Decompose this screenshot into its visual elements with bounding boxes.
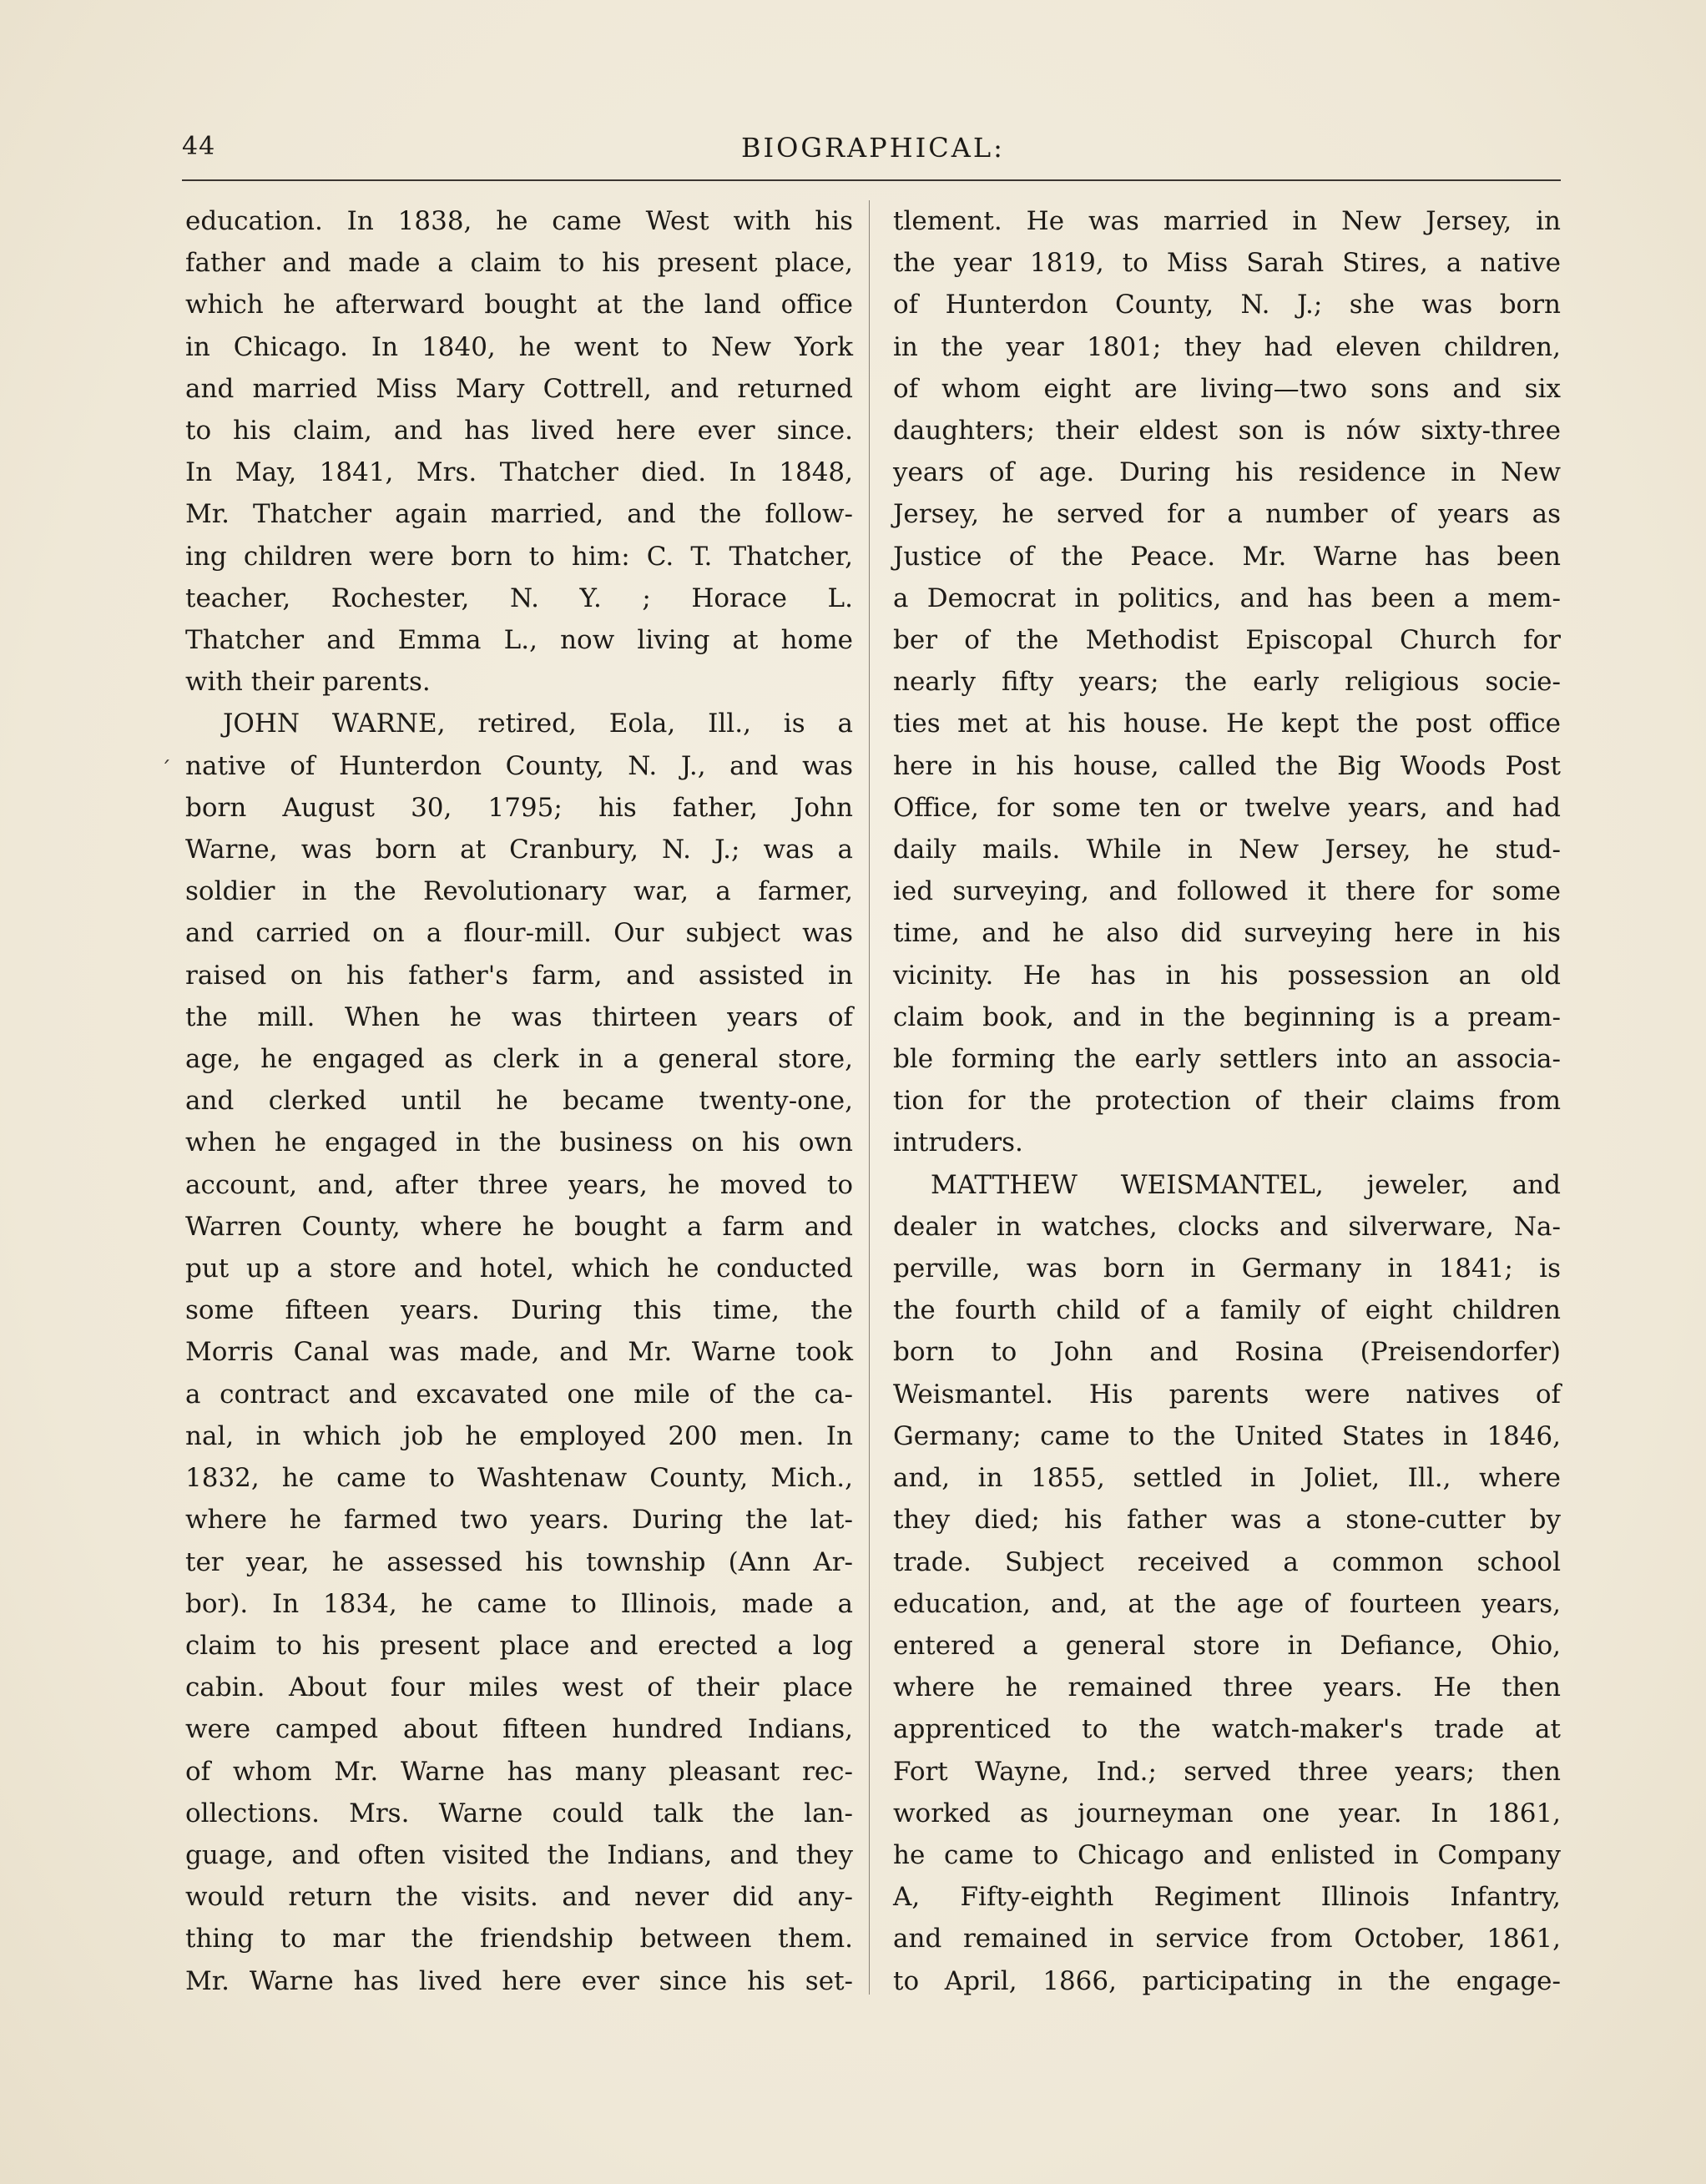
text-line: a Democrat in politics, and has been a mem-: [893, 583, 1561, 613]
text-line: the mill. When he was thirteen years of: [185, 1001, 853, 1032]
text-line: ties met at his house. He kept the post office: [893, 709, 1561, 739]
text-line: of whom eight are living—two sons and six: [893, 373, 1561, 404]
text-line: of Hunterdon County, N. J.; she was born: [893, 290, 1561, 320]
text-line: entered a general store in Defiance, Ohio,: [893, 1630, 1561, 1661]
text-line: put up a store and hotel, which he conducted: [185, 1253, 853, 1284]
column-divider: [869, 200, 870, 1995]
text-line: to his claim, and has lived here ever since.: [185, 416, 853, 446]
text-line: Mr. Warne has lived here ever since his set-: [185, 1965, 853, 1996]
text-line: were camped about fifteen hundred Indians,: [185, 1714, 853, 1745]
text-line: of whom Mr. Warne has many pleasant rec-: [185, 1756, 853, 1787]
text-line: father and made a claim to his present place,: [185, 248, 853, 279]
text-line: vicinity. He has in his possession an old: [893, 960, 1561, 991]
text-line: A, Fifty-eighth Regiment Illinois Infantry,: [893, 1882, 1561, 1913]
text-line: claim to his present place and erected a log: [185, 1630, 853, 1661]
text-line: Warren County, where he bought a farm and: [185, 1211, 853, 1242]
text-line: nal, in which job he employed 200 men. In: [185, 1420, 853, 1451]
text-line: they died; his father was a stone-cutter by: [893, 1505, 1561, 1536]
text-line: apprenticed to the watch-maker's trade at: [893, 1714, 1561, 1745]
text-line: nearly fifty years; the early religious socie-: [893, 667, 1561, 698]
text-line: Office, for some ten or twelve years, and had: [893, 792, 1561, 823]
text-line: he came to Chicago and enlisted in Company: [893, 1839, 1561, 1870]
text-line: dealer in watches, clocks and silverware, Na-: [893, 1211, 1561, 1242]
text-line: Morris Canal was made, and Mr. Warne took: [185, 1337, 853, 1368]
entry-start-john-warne: JOHN WARNE, retired, Eola, Ill., is a: [223, 709, 853, 739]
text-line: and clerked until he became twenty-one,: [185, 1086, 853, 1117]
text-line: ber of the Methodist Episcopal Church for: [893, 625, 1561, 656]
text-line: a contract and excavated one mile of the ca-: [185, 1379, 853, 1410]
text-line: trade. Subject received a common school: [893, 1546, 1561, 1577]
text-line: account, and, after three years, he moved to: [185, 1169, 853, 1200]
text-line: the fourth child of a family of eight children: [893, 1295, 1561, 1326]
text-line: Warne, was born at Cranbury, N. J.; was a: [185, 835, 853, 865]
text-line: thing to mar the friendship between them.: [185, 1924, 853, 1955]
text-line: ble forming the early settlers into an associa-: [893, 1044, 1561, 1075]
text-line: in Chicago. In 1840, he went to New York: [185, 331, 853, 362]
text-line: ollections. Mrs. Warne could talk the lan-: [185, 1798, 853, 1828]
text-line: time, and he also did surveying here in his: [893, 918, 1561, 949]
text-line: education. In 1838, he came West with his: [185, 206, 853, 236]
text-line: tion for the protection of their claims from: [893, 1086, 1561, 1117]
text-line: cabin. About four miles west of their place: [185, 1672, 853, 1703]
text-line: would return the visits. and never did any-: [185, 1882, 853, 1913]
running-head: BIOGRAPHICAL:: [741, 132, 1005, 164]
text-line: soldier in the Revolutionary war, a farmer,: [185, 876, 853, 907]
text-line: tlement. He was married in New Jersey, in: [893, 206, 1561, 236]
page-number: 44: [182, 132, 216, 161]
text-line: years of age. During his residence in New: [893, 457, 1561, 488]
margin-mark: ´: [160, 758, 171, 783]
text-line: Weismantel. His parents were natives of: [893, 1379, 1561, 1410]
text-line: Thatcher and Emma L., now living at home: [185, 625, 853, 656]
text-line: some fifteen years. During this time, the: [185, 1295, 853, 1326]
text-line: 1832, he came to Washtenaw County, Mich.,: [185, 1463, 853, 1494]
text-line: when he engaged in the business on his own: [185, 1127, 853, 1158]
text-line: and carried on a flour-mill. Our subject was: [185, 918, 853, 949]
text-line: daily mails. While in New Jersey, he stud-: [893, 835, 1561, 865]
text-line: In May, 1841, Mrs. Thatcher died. In 1848,: [185, 457, 853, 488]
text-line: where he remained three years. He then: [893, 1672, 1561, 1703]
text-line: which he afterward bought at the land office: [185, 290, 853, 320]
text-line: ter year, he assessed his township (Ann Ar-: [185, 1546, 853, 1577]
text-line: education, and, at the age of fourteen years,: [893, 1588, 1561, 1619]
text-line: where he farmed two years. During the lat-: [185, 1505, 853, 1536]
text-line: the year 1819, to Miss Sarah Stires, a native: [893, 248, 1561, 279]
text-line: and, in 1855, settled in Joliet, Ill., where: [893, 1463, 1561, 1494]
text-line: teacher, Rochester, N. Y. ; Horace L.: [185, 583, 853, 613]
text-line: worked as journeyman one year. In 1861,: [893, 1798, 1561, 1828]
text-line: intruders.: [893, 1127, 1023, 1158]
page-header: [182, 125, 1559, 175]
text-line: age, he engaged as clerk in a general store,: [185, 1044, 853, 1075]
left-column: [185, 200, 853, 2002]
text-line: Mr. Thatcher again married, and the follow-: [185, 499, 853, 530]
text-line: ing children were born to him: C. T. Thatcher,: [185, 541, 853, 572]
text-line: Fort Wayne, Ind.; served three years; then: [893, 1756, 1561, 1787]
text-line: to April, 1866, participating in the engage-: [893, 1965, 1561, 1996]
text-line: claim book, and in the beginning is a pream-: [893, 1001, 1561, 1032]
text-line: Germany; came to the United States in 1846,: [893, 1420, 1561, 1451]
right-column: [893, 200, 1561, 2002]
text-line: bor). In 1834, he came to Illinois, made a: [185, 1588, 853, 1619]
header-rule: [182, 179, 1561, 181]
text-line: born to John and Rosina (Preisendorfer): [893, 1337, 1561, 1368]
text-line: daughters; their eldest son is nów sixty-three: [893, 416, 1561, 446]
text-line: and married Miss Mary Cottrell, and returned: [185, 373, 853, 404]
text-line: here in his house, called the Big Woods Post: [893, 750, 1561, 781]
text-line: native of Hunterdon County, N. J., and was: [185, 750, 853, 781]
text-line: and remained in service from October, 1861,: [893, 1924, 1561, 1955]
text-line: raised on his father's farm, and assisted in: [185, 960, 853, 991]
text-line: guage, and often visited the Indians, and they: [185, 1839, 853, 1870]
entry-start-matthew-weismantel: MATTHEW WEISMANTEL, jeweler, and: [931, 1169, 1561, 1200]
text-line: with their parents.: [185, 667, 431, 698]
text-line: Justice of the Peace. Mr. Warne has been: [893, 541, 1561, 572]
text-line: ied surveying, and followed it there for some: [893, 876, 1561, 907]
text-line: born August 30, 1795; his father, John: [185, 792, 853, 823]
text-line: perville, was born in Germany in 1841; is: [893, 1253, 1561, 1284]
text-line: Jersey, he served for a number of years as: [893, 499, 1561, 530]
text-line: in the year 1801; they had eleven children,: [893, 331, 1561, 362]
